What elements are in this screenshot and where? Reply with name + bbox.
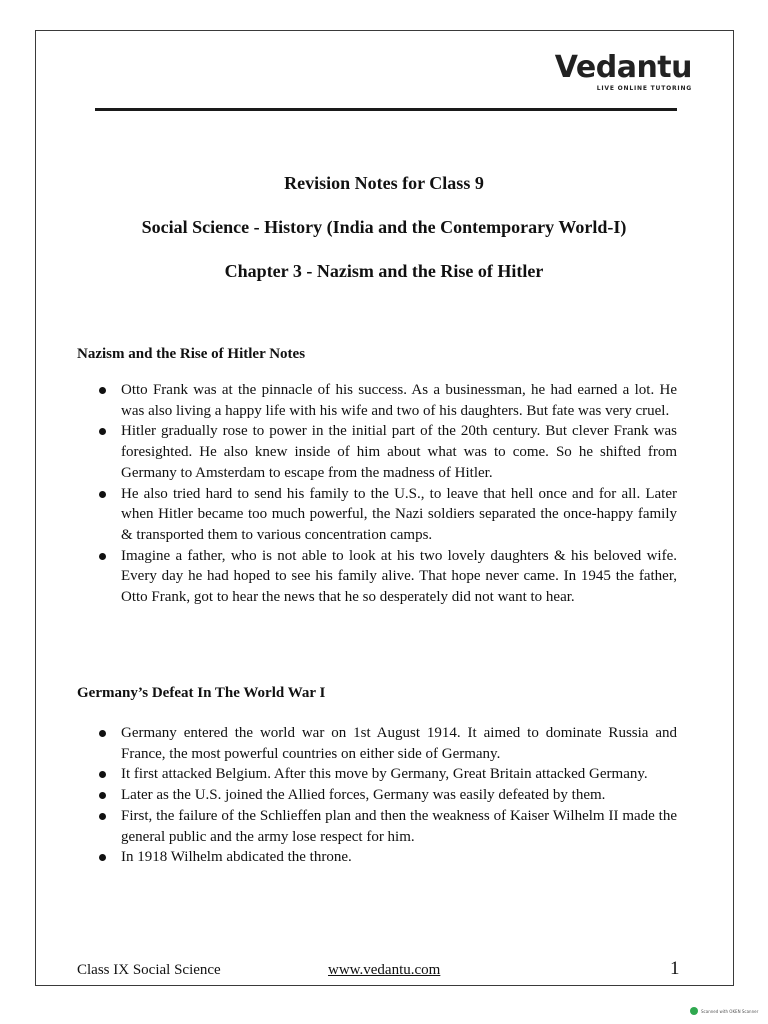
section-list-nazism — [77, 380, 677, 608]
list-item: He also tried hard to send his family to the U.S., to leave that hell once and for all. Later when Hitler became too much powerful, the Nazi soldiers separated the once-happy family & transported them to various concentration camps. — [77, 484, 677, 546]
scanner-label: Scanned with OKEN Scanner — [701, 1008, 759, 1014]
section-list-germany-defeat — [77, 723, 677, 868]
vedantu-logo — [555, 52, 692, 92]
doc-title: Revision Notes for Class 9 — [284, 173, 484, 193]
list-item: It first attacked Belgium. After this move by Germany, Great Britain attacked Germany. — [77, 764, 677, 785]
list-item: Germany entered the world war on 1st August 1914. It aimed to dominate Russia and France, the most powerful countries on either side of Germany. — [77, 723, 677, 764]
section-heading-germany-defeat: Germany’s Defeat In The World War I — [77, 685, 326, 701]
footer-website-link[interactable]: www.vedantu.com — [328, 962, 441, 978]
chapter-title: Chapter 3 - Nazism and the Rise of Hitler — [224, 261, 544, 281]
list-item: Otto Frank was at the pinnacle of his success. As a businessman, he had earned a lot. He was also living a happy life with his wife and two of his daughters. But fate was very cruel. — [77, 380, 677, 421]
list-item: First, the failure of the Schlieffen plan and then the weakness of Kaiser Wilhelm II made the general public and the army lose respect for him. — [77, 806, 677, 847]
list-item: Later as the U.S. joined the Allied forces, Germany was easily defeated by them. — [77, 785, 677, 806]
doc-subtitle: Social Science - History (India and the Contemporary World-I) — [141, 217, 627, 237]
list-item: Hitler gradually rose to power in the initial part of the 20th century. But clever Frank was foresighted. He also knew inside of him about what was to come. So he shifted from Germany to Amsterdam to escape from the madness of Hitler. — [77, 421, 677, 483]
logo-wordmark: Vedantu — [554, 50, 692, 85]
footer-class-label: Class IX Social Science — [77, 962, 221, 978]
scanner-logo-icon — [690, 1007, 698, 1015]
list-item: Imagine a father, who is not able to look at his two lovely daughters & his beloved wife. Every day he had hoped to see his family alive. That hope never came. In 1945 the father, Otto Frank, got to hear the news that he so desperately did not want to hear. — [77, 546, 677, 608]
logo-tagline: LIVE ONLINE TUTORING — [596, 85, 692, 92]
scanner-watermark — [690, 1007, 758, 1015]
list-item: In 1918 Wilhelm abdicated the throne. — [77, 847, 677, 868]
section-heading-nazism: Nazism and the Rise of Hitler Notes — [77, 346, 306, 362]
header-rule — [95, 108, 677, 111]
page-number: 1 — [670, 958, 680, 979]
